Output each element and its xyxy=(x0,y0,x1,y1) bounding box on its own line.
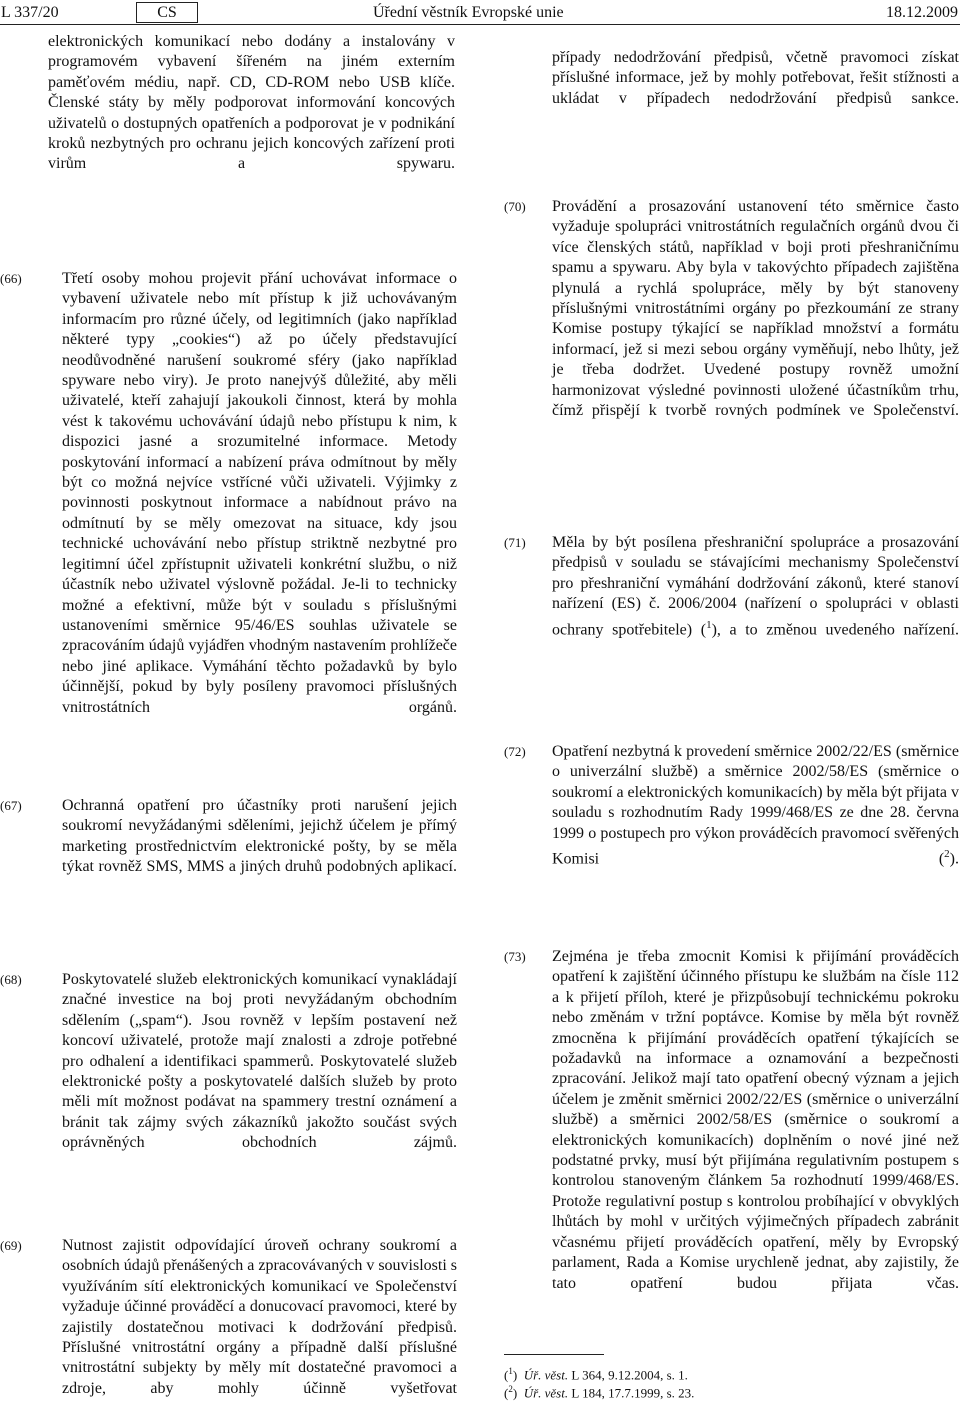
page-header xyxy=(0,2,960,24)
recital-number-66: (66) xyxy=(0,271,22,286)
journal-title: Úřední věstník Evropské unie xyxy=(373,4,564,21)
header-rule xyxy=(0,24,960,25)
recital-69-text: Nutnost zajistit odpovídající úroveň ochrany soukromí a osobních údajů přenášených a zpracovávaných v souvislosti s využíváním sítí elektronických komunikací ve Společenství vyžaduje účinné prováděcí a donucovací pravomoci, které by zajistily dostatečnou motivaci k dodržování předpisů. Příslušné vnitrostátní orgány a případně další příslušné vnitrostátní subjekty by měly mít dostatečné pravomoci a zdroje, aby mohly účinně vyšetřovat xyxy=(62,1237,458,1397)
footnote-1: ($^1$) Úř. věst. L 364, 9.12.2004, s. 1. xyxy=(504,1366,688,1383)
recital-71-text xyxy=(552,533,959,661)
footnote-rule xyxy=(504,1354,604,1355)
footnote-1-mark: 1 xyxy=(508,1366,513,1376)
footnote-2-text: L 184, 17.7.1999, s. 23. xyxy=(568,1385,695,1401)
right-continuation-text: případy nedodržování předpisů, včetně pravomoci získat příslušné informace, jež by mohly potřebovat, řešit stížnosti a ukládat v případech nedodržování předpisů sankce. xyxy=(552,49,959,107)
recital-66-text: Třetí osoby mohou projevit přání uchovávat informace o vybavení uživatele nebo mít přístup k již uchovávaným informacím pro různé účely, od legitimních (jako například některé typy „cookies“) až po účely představující neodůvodněné narušení soukromé sféry (jako například spyware nebo viry). Je proto nanejvýš důležité, aby měli uživatelé, kteří zahajují jakoukoli činnost, která by mohla vést k takovému uchovávání údajů nebo přístupu k nim, k dispozici jasné a srozumitelné informace. Metody poskytování informací a nabízení práva odmítnout by měly být co možná nejvíce vstřícné vůči uživateli. Výjimky z povinnosti poskytnout informace a nabídnout právo na odmítnutí by se měly omezovat na situace, kdy jsou technické uchovávání nebo přístup striktně nezbytné pro legitimní účel zpřístupnit uživateli konkrétní službu, o niž účastník nebo uživatel výslovně požádal. Je-li to technicky možné a efektivní, může být v souladu s příslušnými ustanoveními směrnice 95/46/ES souhlas uživatele se zpracováním údajů vyjádřen vhodným nastavením prohlížeče nebo jiné aplikace. Vymáhání těchto požadavků by bylo účinnější, pokud by byly posíleny pravomoci příslušných vnitrostátních orgánů. xyxy=(62,270,457,716)
recital-72-text-b: ). xyxy=(949,850,959,868)
recital-70-text: Provádění a prosazování ustanovení této směrnice často vyžaduje spolupráci vnitrostátních regulačních orgánů dvou či více členských států, například v boji proti přeshraničnímu spamu a spywaru. Aby byla v takovýchto případech zajištěna plynulá a rychlá spolupráce, měly by být stanoveny příslušnými vnitrostátními orgány po přezkoumání ze strany Komise postupy týkající se například množství a formátu informací, jež si mezi sebou orgány vyměňují, nebo lhůty, jež je třeba dodržet. Uvedené postupy rovněž umožní harmonizovat výsledné povinnosti uložené účastníkům trhu, čímž přispějí k tvorbě rovných podmínek ve Společenství. xyxy=(552,198,959,420)
left-continuation-text: elektronických komunikací nebo dodány a instalovány v programovém vybavení šířeném na jiném externím paměťovém médiu, např. CD, CD-ROM nebo USB klíče. Členské státy by měly podporovat informování koncových uživatelů o dostupných opatřeních a podporovat je v podnikání kroků nezbytných pro ochranu jejich koncových zařízení proti virům a spywaru. xyxy=(48,33,455,173)
recital-number-70: (70) xyxy=(504,199,526,214)
recital-71-text-a: Měla by být posílena přeshraniční spolupráce a prosazování předpisů v souladu se stávajícími mechanismy Společenství pro přeshraniční vymáhání dodržování zákonů, které stanoví nařízení (ES) č. 2006/2004 (nařízení o spolupráci v oblasti ochrany spotřebitele) ( xyxy=(552,534,959,638)
page-reference: L 337/20 xyxy=(1,4,59,21)
footnote-2-mark: 2 xyxy=(508,1384,513,1394)
recital-number-67: (67) xyxy=(0,798,22,813)
recital-73-text: Zejména je třeba zmocnit Komisi k přijímání prováděcích opatření k zajištění účinného přístupu ke službám na čísle 112 a k přijetí příloh, které je přizpůsobují technickému pokroku nebo změnám v tržní poptávce. Komise by měla být rovněž zmocněna k přijímání prováděcích opatření týkajících se požadavků na informace a oznamování a bezpečnosti zpracování. Jelikož mají tato opatření obecný význam a jejich účelem je změnit směrnici 2002/22/ES (směrnice o univerzální službě) a směrnici 2002/58/ES (směrnice o soukromí a elektronických komunikacích) doplněním o nové jiné než podstatné prvky, musí být přijímána regulativním postupem s kontrolou stanoveným článkem 5a rozhodnutí 1999/468/ES. Protože regulativní postup s kontrolou probíhající v obvyklých lhůtách by mohl v určitých výjimečných případech zabránit včasnému přijetí prováděcích opatření, měly by Evropský parlament, Rada a Komise urychleně jednat, aby zajistily, že tato opatření budou přijata včas. xyxy=(552,948,959,1292)
recital-67-text: Ochranná opatření pro účastníky proti narušení jejich soukromí nevyžádanými sděleními, jejichž účelem je přímý marketing prostřednictvím elektronické pošty, by se měla týkat rovněž SMS, MMS a jiných druhů podobných aplikací. xyxy=(62,797,457,876)
footnote-ref-1[interactable]: 1 xyxy=(706,618,712,631)
footnote-2: ($^2$) Úř. věst. L 184, 17.7.1999, s. 23. xyxy=(504,1384,695,1401)
footnote-1-abbr: Úř. věst. xyxy=(523,1367,569,1383)
footnote-ref-2[interactable]: 2 xyxy=(944,848,950,861)
recital-72-text-a: Opatření nezbytná k provedení směrnice 2002/22/ES (směrnice o univerzální službě) a směrnice 2002/58/ES (směrnice o soukromí a elektronických komunikacích) by měla být přijata v souladu s rozhodnutím Rady 1999/468/ES ze dne 28. června 1999 o postupech pro výkon prováděcích pravomocí svěřených Komisi ( xyxy=(552,743,959,868)
recital-number-72: (72) xyxy=(504,744,526,759)
recital-72-text xyxy=(552,742,959,890)
recital-number-73: (73) xyxy=(504,949,526,964)
footnote-2-abbr: Úř. věst. xyxy=(523,1385,569,1401)
recital-number-69: (69) xyxy=(0,1238,22,1253)
recital-number-71: (71) xyxy=(504,535,526,550)
recital-68-text: Poskytovatelé služeb elektronických komunikací vynakládají značné investice na boj proti nevyžádaným obchodním sdělením („spam“). Jsou rovněž v lepším postavení než koncoví uživatelé, protože mají znalosti a zdroje potřebné pro odhalení a identifikaci spammerů. Poskytovatelé služeb elektronické pošty a poskytovatelé dalších služeb by proto měli mít možnost podávat na spammery trestní oznámení a bránit tak zájmy svých zákazníků jakožto součást svých oprávněných obchodních zájmů. xyxy=(62,971,457,1152)
recital-71-text-b: ), a to změnou uvedeného nařízení. xyxy=(711,620,959,638)
recital-number-68: (68) xyxy=(0,972,22,987)
footnote-1-text: L 364, 9.12.2004, s. 1. xyxy=(568,1367,688,1383)
language-badge: CS xyxy=(136,2,198,23)
publication-date: 18.12.2009 xyxy=(886,4,958,21)
